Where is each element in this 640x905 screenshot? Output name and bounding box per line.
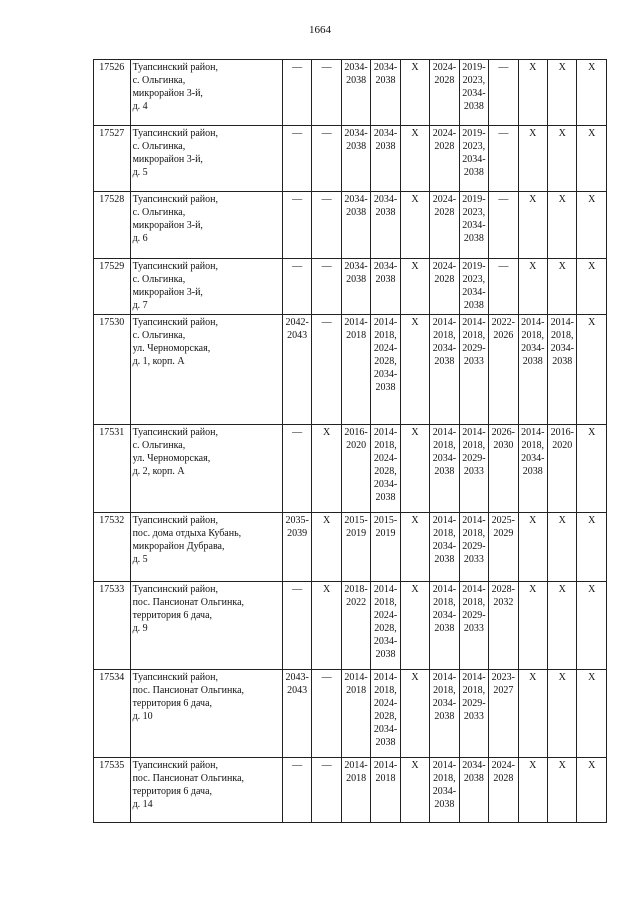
period-cell: —: [282, 259, 311, 315]
period-cell: 2034- 2038: [341, 192, 370, 259]
period-cell: 2014- 2018, 2034- 2038: [430, 425, 459, 513]
period-cell: 2035- 2039: [282, 513, 311, 582]
period-cell: X: [518, 259, 547, 315]
period-cell: X: [577, 60, 607, 126]
address-cell: Туапсинский район, пос. Пансионат Ольгинка, территория 6 дача, д. 9: [130, 582, 282, 670]
period-cell: X: [518, 60, 547, 126]
period-cell: —: [312, 758, 341, 823]
period-cell: X: [577, 670, 607, 758]
period-cell: 2014- 2018: [341, 758, 370, 823]
period-cell: 2019- 2023, 2034- 2038: [459, 126, 488, 192]
period-cell: 2034- 2038: [371, 259, 400, 315]
period-cell: X: [518, 582, 547, 670]
period-cell: 2023- 2027: [489, 670, 518, 758]
table-row: [94, 126, 607, 192]
period-cell: X: [518, 513, 547, 582]
period-cell: 2016- 2020: [341, 425, 370, 513]
table-row: [94, 513, 607, 582]
period-cell: —: [489, 60, 518, 126]
period-cell: X: [577, 126, 607, 192]
period-cell: 2022- 2026: [489, 315, 518, 425]
period-cell: X: [400, 670, 429, 758]
row-number: 17529: [94, 259, 131, 315]
table-row: [94, 259, 607, 315]
period-cell: 2014- 2018, 2034- 2038: [548, 315, 577, 425]
period-cell: X: [518, 758, 547, 823]
period-cell: 2014- 2018, 2034- 2038: [430, 758, 459, 823]
period-cell: X: [548, 758, 577, 823]
period-cell: 2026- 2030: [489, 425, 518, 513]
table-row: [94, 758, 607, 823]
period-cell: 2043- 2043: [282, 670, 311, 758]
period-cell: 2015- 2019: [341, 513, 370, 582]
period-cell: 2014- 2018, 2024- 2028, 2034- 2038: [371, 582, 400, 670]
period-cell: X: [577, 582, 607, 670]
period-cell: 2014- 2018: [341, 670, 370, 758]
period-cell: X: [548, 126, 577, 192]
period-cell: 2028- 2032: [489, 582, 518, 670]
period-cell: —: [282, 126, 311, 192]
period-cell: X: [400, 60, 429, 126]
period-cell: X: [400, 259, 429, 315]
period-cell: X: [577, 259, 607, 315]
period-cell: 2034- 2038: [341, 126, 370, 192]
table-row: [94, 425, 607, 513]
period-cell: —: [489, 259, 518, 315]
period-cell: 2019- 2023, 2034- 2038: [459, 60, 488, 126]
period-cell: X: [518, 670, 547, 758]
period-cell: X: [577, 192, 607, 259]
period-cell: 2024- 2028: [430, 192, 459, 259]
period-cell: X: [518, 192, 547, 259]
address-cell: Туапсинский район, с. Ольгинка, ул. Черноморская, д. 2, корп. А: [130, 425, 282, 513]
period-cell: 2015- 2019: [371, 513, 400, 582]
period-cell: 2014- 2018, 2034- 2038: [518, 315, 547, 425]
period-cell: 2016- 2020: [548, 425, 577, 513]
period-cell: X: [577, 315, 607, 425]
row-number: 17526: [94, 60, 131, 126]
period-cell: —: [312, 259, 341, 315]
period-cell: 2014- 2018, 2034- 2038: [518, 425, 547, 513]
period-cell: 2042- 2043: [282, 315, 311, 425]
row-number: 17531: [94, 425, 131, 513]
period-cell: X: [312, 582, 341, 670]
period-cell: 2024- 2028: [430, 126, 459, 192]
period-cell: 2014- 2018: [341, 315, 370, 425]
period-cell: X: [548, 259, 577, 315]
period-cell: —: [312, 192, 341, 259]
period-cell: 2034- 2038: [371, 60, 400, 126]
table-row: [94, 192, 607, 259]
registry-table: [93, 59, 607, 823]
table-row: [94, 582, 607, 670]
table-row: [94, 315, 607, 425]
period-cell: 2018- 2022: [341, 582, 370, 670]
period-cell: 2024- 2028: [430, 259, 459, 315]
period-cell: 2014- 2018, 2034- 2038: [430, 582, 459, 670]
period-cell: 2014- 2018, 2029- 2033: [459, 315, 488, 425]
period-cell: 2014- 2018, 2029- 2033: [459, 513, 488, 582]
address-cell: Туапсинский район, с. Ольгинка, ул. Черноморская, д. 1, корп. А: [130, 315, 282, 425]
period-cell: X: [548, 192, 577, 259]
period-cell: X: [312, 513, 341, 582]
period-cell: —: [312, 670, 341, 758]
period-cell: X: [548, 60, 577, 126]
address-cell: Туапсинский район, пос. Пансионат Ольгинка, территория 6 дача, д. 14: [130, 758, 282, 823]
period-cell: 2025- 2029: [489, 513, 518, 582]
period-cell: 2024- 2028: [430, 60, 459, 126]
address-cell: Туапсинский район, с. Ольгинка, микрорайон 3-й, д. 4: [130, 60, 282, 126]
period-cell: 2014- 2018, 2024- 2028, 2034- 2038: [371, 315, 400, 425]
row-number: 17528: [94, 192, 131, 259]
period-cell: X: [518, 126, 547, 192]
period-cell: 2034- 2038: [341, 259, 370, 315]
period-cell: X: [400, 513, 429, 582]
address-cell: Туапсинский район, пос. дома отдыха Кубань, микрорайон Дубрава, д. 5: [130, 513, 282, 582]
period-cell: X: [548, 582, 577, 670]
period-cell: X: [577, 758, 607, 823]
table-row: [94, 60, 607, 126]
period-cell: 2014- 2018, 2029- 2033: [459, 425, 488, 513]
period-cell: 2014- 2018, 2034- 2038: [430, 315, 459, 425]
period-cell: X: [548, 670, 577, 758]
period-cell: 2014- 2018, 2024- 2028, 2034- 2038: [371, 670, 400, 758]
period-cell: 2034- 2038: [371, 126, 400, 192]
period-cell: —: [282, 758, 311, 823]
period-cell: —: [282, 425, 311, 513]
address-cell: Туапсинский район, пос. Пансионат Ольгинка, территория 6 дача, д. 10: [130, 670, 282, 758]
period-cell: —: [282, 192, 311, 259]
address-cell: Туапсинский район, с. Ольгинка, микрорайон 3-й, д. 7: [130, 259, 282, 315]
period-cell: X: [400, 315, 429, 425]
period-cell: X: [577, 425, 607, 513]
period-cell: 2024- 2028: [489, 758, 518, 823]
period-cell: X: [400, 192, 429, 259]
period-cell: —: [282, 582, 311, 670]
period-cell: 2034- 2038: [459, 758, 488, 823]
period-cell: 2019- 2023, 2034- 2038: [459, 192, 488, 259]
period-cell: 2019- 2023, 2034- 2038: [459, 259, 488, 315]
period-cell: 2034- 2038: [341, 60, 370, 126]
period-cell: 2014- 2018, 2034- 2038: [430, 670, 459, 758]
row-number: 17535: [94, 758, 131, 823]
period-cell: —: [312, 60, 341, 126]
period-cell: —: [282, 60, 311, 126]
page-number: 1664: [309, 24, 331, 36]
period-cell: —: [312, 126, 341, 192]
period-cell: X: [400, 425, 429, 513]
row-number: 17533: [94, 582, 131, 670]
period-cell: X: [400, 758, 429, 823]
row-number: 17527: [94, 126, 131, 192]
period-cell: —: [489, 126, 518, 192]
period-cell: —: [312, 315, 341, 425]
row-number: 17532: [94, 513, 131, 582]
period-cell: X: [312, 425, 341, 513]
period-cell: 2014- 2018, 2034- 2038: [430, 513, 459, 582]
table-row: [94, 670, 607, 758]
row-number: 17530: [94, 315, 131, 425]
period-cell: X: [400, 126, 429, 192]
address-cell: Туапсинский район, с. Ольгинка, микрорайон 3-й, д. 6: [130, 192, 282, 259]
registry-table-body: [94, 60, 607, 823]
address-cell: Туапсинский район, с. Ольгинка, микрорайон 3-й, д. 5: [130, 126, 282, 192]
period-cell: 2014- 2018: [371, 758, 400, 823]
period-cell: X: [577, 513, 607, 582]
period-cell: —: [489, 192, 518, 259]
period-cell: 2014- 2018, 2029- 2033: [459, 582, 488, 670]
period-cell: 2014- 2018, 2024- 2028, 2034- 2038: [371, 425, 400, 513]
period-cell: X: [400, 582, 429, 670]
period-cell: X: [548, 513, 577, 582]
row-number: 17534: [94, 670, 131, 758]
period-cell: 2014- 2018, 2029- 2033: [459, 670, 488, 758]
period-cell: 2034- 2038: [371, 192, 400, 259]
